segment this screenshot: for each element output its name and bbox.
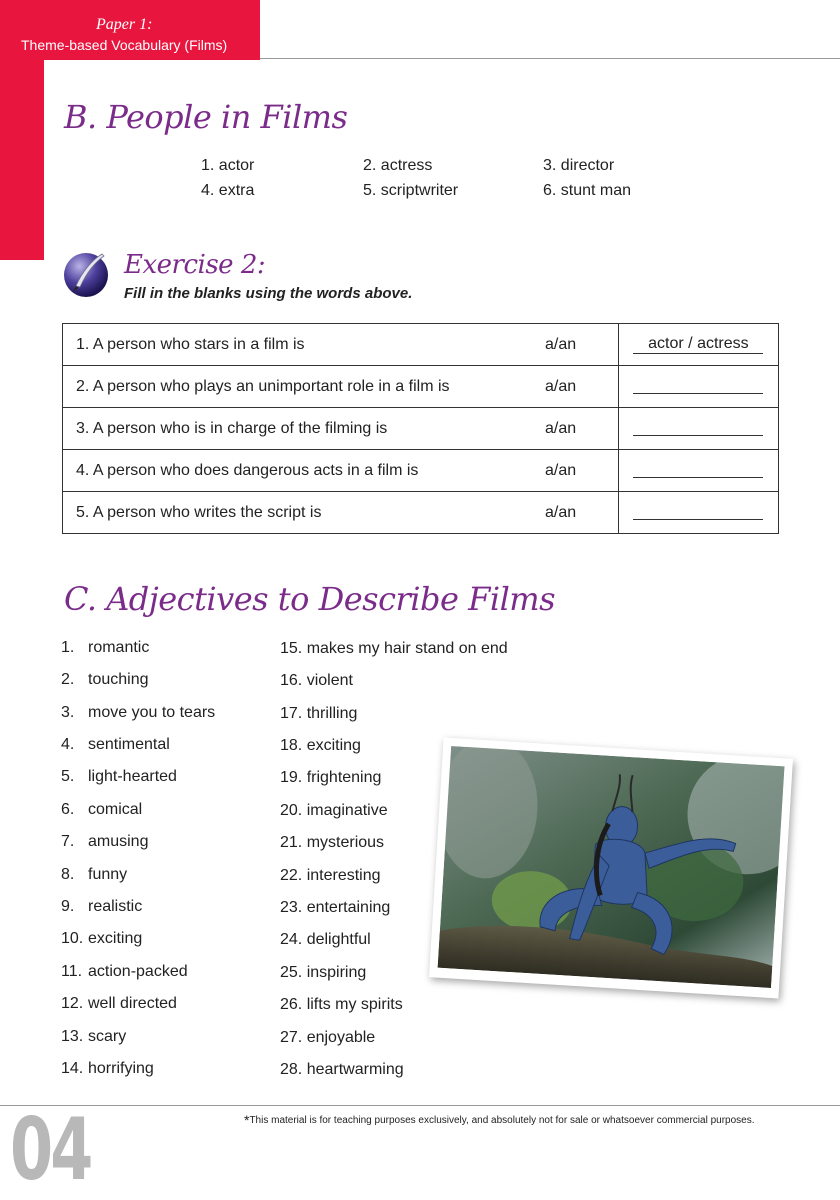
adjective-item: 18. exciting [280,737,361,754]
adjective-word: comical [88,801,143,818]
adjective-number: 12. [61,995,84,1012]
page-number: 04 [10,1100,91,1200]
answer-blank[interactable] [633,417,763,436]
adjective-item: 24. delightful [280,931,371,948]
answer-cell [618,366,778,408]
footnote-text: This material is for teaching purposes exclusively, and absolutely not for sale or whatsoever commercial purposes. [249,1115,755,1126]
answer-blank[interactable] [633,375,763,394]
footnote-mark: * [244,1112,250,1128]
people-word: 4. extra [201,182,255,199]
film-still-image [438,746,785,988]
article-cell: a/an [545,408,618,450]
adjective-number: 9. [61,898,75,915]
adjective-word: scary [88,1028,127,1045]
adjective-number: 10. [61,930,84,947]
paper-label: Paper 1: [96,16,153,33]
adjective-item: 21. mysterious [280,834,385,851]
footnote [244,1112,755,1128]
adjective-item [61,801,142,819]
people-word: 2. actress [363,157,433,174]
answer-cell [618,450,778,492]
adjective-word: exciting [88,930,143,947]
film-photo [429,738,793,999]
table-row [63,366,779,408]
table-row [63,324,779,366]
adjective-item [61,639,149,657]
header-rule [260,58,840,59]
adjective-number: 14. [61,1060,84,1077]
adjective-item [61,963,188,981]
answer-blank[interactable] [633,501,763,520]
adjective-word: romantic [88,639,150,656]
question-cell: 1. A person who stars in a film is [63,324,546,366]
adjective-word: move you to tears [88,704,216,721]
adjective-word: light-hearted [88,768,177,785]
adjective-word: well directed [88,995,177,1012]
adjective-word: sentimental [88,736,170,753]
adjective-item: 27. enjoyable [280,1029,376,1046]
adjective-item: 23. entertaining [280,899,391,916]
question-cell: 2. A person who plays an unimportant role in a film is [63,366,546,408]
adjective-word: funny [88,866,128,883]
answer-cell [618,492,778,534]
people-word: 6. stunt man [543,182,632,199]
adjective-item [61,866,127,884]
side-band [0,60,44,260]
adjective-word: touching [88,671,149,688]
adjective-item: 26. lifts my spirits [280,996,403,1013]
exercise-instruction: Fill in the blanks using the words above. [124,285,413,302]
people-word: 3. director [543,157,615,174]
exercise-table [62,323,779,534]
article-cell: a/an [545,492,618,534]
people-word: 1. actor [201,157,255,174]
section-b-title: B. People in Films [64,98,348,136]
adjective-number: 7. [61,833,75,850]
theme-label: Theme-based Vocabulary (Films) [21,37,228,53]
table-row [63,408,779,450]
adjective-number: 2. [61,671,75,688]
adjective-word: action-packed [88,963,188,980]
adjective-item: 22. interesting [280,867,381,884]
question-cell: 3. A person who is in charge of the filming is [63,408,546,450]
article-cell: a/an [545,450,618,492]
table-row [63,492,779,534]
adjective-item: 17. thrilling [280,705,358,722]
adjective-number: 13. [61,1028,84,1045]
answer-cell [618,408,778,450]
adjective-item: 15. makes my hair stand on end [280,640,508,657]
people-word: 5. scriptwriter [363,182,459,199]
adjective-item: 19. frightening [280,769,382,786]
adjective-item: 16. violent [280,672,353,689]
section-c-title: C. Adjectives to Describe Films [64,580,556,618]
adjective-number: 6. [61,801,75,818]
adjective-item [61,768,177,786]
adjective-item [61,704,215,722]
adjective-number: 3. [61,704,75,721]
footer-rule [0,1105,840,1106]
question-cell: 4. A person who does dangerous acts in a film is [63,450,546,492]
adjective-number: 4. [61,736,75,753]
adjective-number: 1. [61,639,75,656]
adjective-item [61,671,149,689]
adjective-item [61,995,177,1013]
exercise-title: Exercise 2: [124,250,266,280]
question-cell: 5. A person who writes the script is [63,492,546,534]
adjective-item: 25. inspiring [280,964,367,981]
adjective-number: 8. [61,866,75,883]
article-cell: a/an [545,324,618,366]
adjective-number: 5. [61,768,75,785]
adjective-item [61,1028,126,1046]
adjective-word: amusing [88,833,149,850]
table-row [63,450,779,492]
adjective-item [61,898,142,916]
adjective-item [61,930,142,948]
adjective-item [61,833,148,851]
adjective-item [61,736,170,754]
adjective-word: realistic [88,898,143,915]
adjective-item [61,1060,154,1078]
quill-pen-icon [62,250,110,298]
adjective-item: 20. imaginative [280,802,388,819]
answer-blank[interactable]: actor / actress [633,335,763,354]
adjective-item: 28. heartwarming [280,1061,404,1078]
adjective-number: 11. [61,963,83,980]
answer-blank[interactable] [633,459,763,478]
adjective-word: horrifying [88,1060,154,1077]
article-cell: a/an [545,366,618,408]
answer-cell [618,324,778,366]
